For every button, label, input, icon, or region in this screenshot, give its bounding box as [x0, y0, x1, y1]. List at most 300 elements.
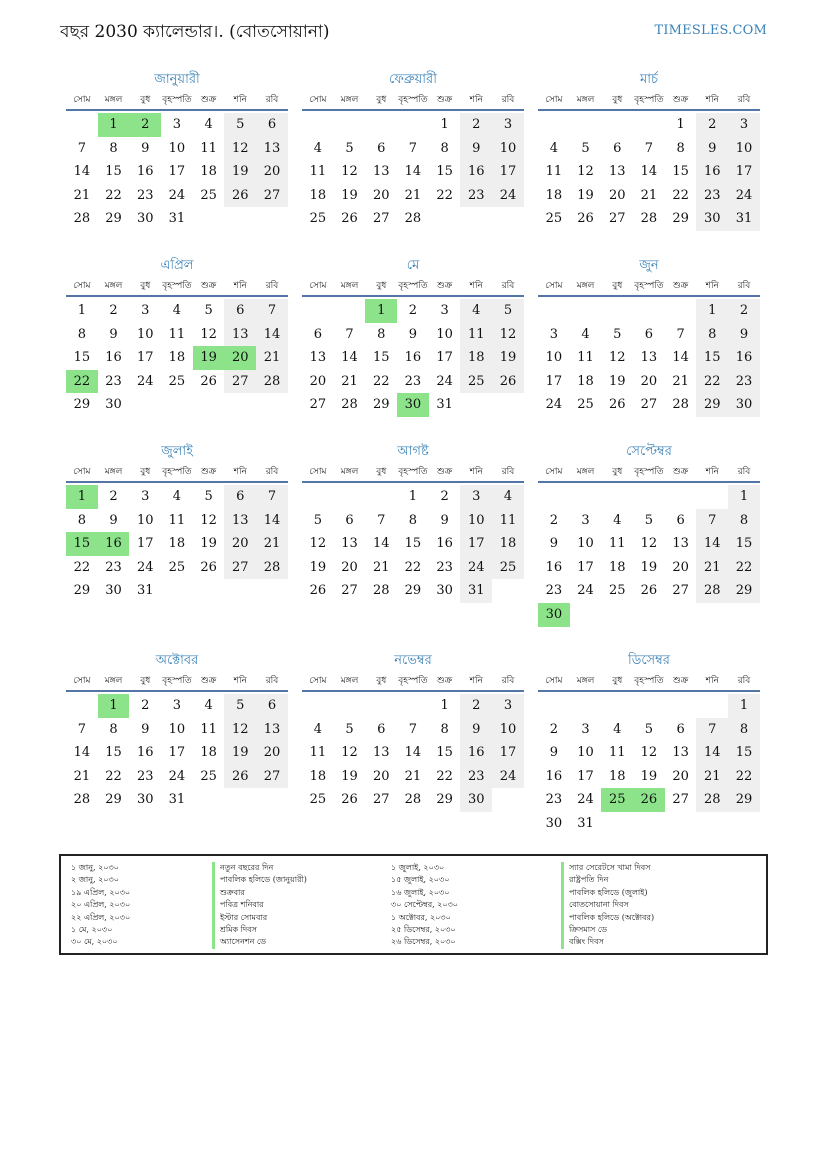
day-cell: 2 — [460, 694, 492, 718]
day-cell: 15 — [66, 532, 98, 556]
day-cell: 28 — [696, 788, 728, 812]
day-cell: 30 — [538, 603, 570, 627]
day-cell: 17 — [492, 741, 524, 765]
day-cell: 26 — [492, 370, 524, 394]
day-cell: 10 — [168, 721, 186, 737]
week-row — [538, 579, 760, 603]
day-cell: 16 — [404, 350, 422, 366]
day-cell: 10 — [436, 326, 453, 342]
weekday-label: শনি — [233, 676, 247, 686]
week-row — [302, 788, 524, 812]
day-cell: 18 — [309, 768, 327, 784]
weekday-label: বুধ — [612, 95, 623, 105]
week-row — [302, 556, 524, 580]
month-grid — [66, 113, 288, 231]
day-cell: 13 — [608, 164, 626, 180]
day-cell: 1 — [696, 299, 728, 323]
week-row — [538, 509, 760, 533]
empty-cell — [696, 694, 728, 718]
legend-date: ১ জানু, ২০৩০ — [71, 863, 119, 872]
day-cell: 26 — [309, 583, 327, 599]
day-cell: 20 — [672, 559, 689, 575]
week-row — [538, 765, 760, 789]
empty-cell — [334, 485, 366, 509]
day-cell: 4 — [172, 303, 182, 318]
day-cell: 15 — [436, 745, 453, 761]
weekday-label: শুক্র — [672, 95, 689, 105]
day-cell: 30 — [136, 792, 154, 808]
day-cell: 2 — [549, 721, 558, 737]
empty-cell — [601, 603, 633, 627]
weekday-label: শনি — [233, 467, 247, 477]
week-row — [302, 741, 524, 765]
day-cell: 16 — [460, 741, 492, 765]
day-cell: 18 — [309, 187, 327, 203]
day-cell: 5 — [204, 303, 213, 318]
day-cell: 19 — [492, 346, 524, 370]
day-cell: 27 — [672, 792, 689, 808]
week-row — [302, 765, 524, 789]
day-cell: 13 — [372, 164, 390, 180]
month-block — [66, 444, 288, 603]
day-cell: 26 — [633, 788, 665, 812]
weekday-label: মঙ্গল — [104, 281, 123, 291]
weekday-label: বুধ — [612, 281, 623, 291]
weekday-label: বুধ — [376, 281, 387, 291]
day-cell: 24 — [136, 559, 154, 575]
day-cell: 6 — [613, 140, 622, 156]
weekday-label: মঙ্গল — [340, 281, 359, 291]
day-cell: 11 — [608, 536, 626, 552]
day-cell: 1 — [365, 299, 397, 323]
day-cell: 3 — [172, 117, 182, 132]
weekday-label: রবি — [501, 467, 515, 477]
day-cell: 14 — [696, 532, 728, 556]
week-row — [302, 532, 524, 556]
day-cell: 1 — [440, 698, 449, 713]
day-cell: 8 — [109, 721, 118, 737]
day-cell: 10 — [168, 140, 186, 156]
weekday-label: রবি — [265, 95, 279, 105]
weekday-header — [538, 280, 760, 297]
day-cell: 3 — [172, 698, 182, 713]
week-row — [302, 160, 524, 184]
day-cell: 7 — [345, 326, 354, 342]
day-cell: 9 — [696, 137, 728, 161]
day-cell: 27 — [256, 184, 288, 208]
day-cell: 28 — [672, 397, 689, 413]
day-cell: 20 — [309, 373, 327, 389]
day-cell: 18 — [200, 745, 217, 761]
day-cell: 5 — [581, 140, 590, 156]
weekday-label: শনি — [705, 676, 719, 686]
month-grid — [66, 485, 288, 603]
month-name: আগষ্ট — [397, 444, 429, 459]
day-cell: 16 — [545, 768, 563, 784]
week-row — [538, 694, 760, 718]
empty-cell — [302, 299, 334, 323]
day-cell: 14 — [404, 164, 422, 180]
day-cell: 19 — [193, 346, 225, 370]
day-cell: 6 — [224, 299, 256, 323]
day-cell: 30 — [136, 211, 154, 227]
day-cell: 17 — [168, 164, 186, 180]
holiday-legend — [59, 854, 768, 955]
week-row — [66, 694, 288, 718]
day-cell: 19 — [224, 160, 256, 184]
day-cell: 3 — [492, 113, 524, 137]
day-cell: 17 — [545, 373, 563, 389]
day-cell: 7 — [696, 509, 728, 533]
month-block — [302, 72, 524, 231]
day-cell: 23 — [136, 187, 154, 203]
weekday-label: বৃহস্পতি — [634, 467, 664, 477]
weekday-label: বৃহস্পতি — [634, 95, 664, 105]
legend-date: ২৫ ডিসেম্বর, ২০৩০ — [391, 924, 456, 934]
weekday-header — [66, 675, 288, 692]
day-cell: 5 — [224, 694, 256, 718]
day-cell: 11 — [200, 140, 217, 156]
day-cell: 29 — [728, 788, 760, 812]
weekday-label: বৃহস্পতি — [162, 281, 192, 291]
day-cell: 16 — [136, 164, 154, 180]
day-cell: 11 — [460, 323, 492, 347]
weekday-label: বুধ — [140, 676, 151, 686]
week-row — [66, 370, 288, 394]
day-cell: 25 — [601, 788, 633, 812]
week-row — [66, 323, 288, 347]
day-cell: 16 — [728, 346, 760, 370]
weekday-label: রবি — [501, 281, 515, 291]
day-cell: 17 — [577, 559, 594, 575]
day-cell: 1 — [728, 485, 760, 509]
weekday-label: শনি — [705, 95, 719, 105]
week-row — [66, 579, 288, 603]
weekday-label: রবি — [501, 95, 515, 105]
day-cell: 17 — [492, 160, 524, 184]
day-cell: 3 — [581, 721, 590, 737]
month-name: জুন — [639, 258, 659, 273]
weekday-header — [538, 94, 760, 111]
empty-cell — [365, 113, 397, 137]
weekday-label: শনি — [469, 281, 483, 291]
day-cell: 15 — [404, 536, 422, 552]
day-cell: 28 — [73, 211, 91, 227]
day-cell: 20 — [640, 373, 658, 389]
day-cell: 3 — [581, 512, 590, 528]
day-cell: 27 — [224, 556, 256, 580]
day-cell: 6 — [676, 512, 685, 528]
day-cell: 18 — [200, 164, 217, 180]
day-cell: 4 — [204, 698, 213, 713]
week-row — [538, 741, 760, 765]
day-cell: 16 — [105, 350, 122, 366]
day-cell: 25 — [200, 768, 217, 784]
empty-cell — [696, 812, 728, 836]
weekday-label: সোম — [545, 281, 563, 291]
day-cell: 28 — [372, 583, 390, 599]
day-cell: 4 — [313, 140, 322, 156]
weekday-label: সোম — [73, 281, 91, 291]
day-cell: 3 — [728, 113, 760, 137]
week-row — [66, 346, 288, 370]
day-cell: 8 — [728, 509, 760, 533]
legend-date: ১৬ জুলাই, ২০৩০ — [391, 887, 450, 897]
day-cell: 8 — [728, 718, 760, 742]
day-cell: 2 — [728, 299, 760, 323]
empty-cell — [334, 694, 366, 718]
week-row — [302, 370, 524, 394]
day-cell: 15 — [728, 532, 760, 556]
legend-date: ১৯ এপ্রিল, ২০৩০ — [71, 887, 131, 897]
legend-holiday-name: ইস্টার সোমবার — [212, 912, 307, 924]
weekday-label: বৃহস্পতি — [634, 281, 664, 291]
day-cell: 6 — [377, 140, 386, 156]
legend-date: ৩০ মে, ২০৩০ — [71, 937, 118, 947]
month-grid — [538, 694, 760, 836]
day-cell: 23 — [696, 184, 728, 208]
week-row — [302, 113, 524, 137]
week-row — [302, 509, 524, 533]
empty-cell — [256, 393, 288, 417]
day-cell: 16 — [696, 160, 728, 184]
day-cell: 20 — [256, 160, 288, 184]
day-cell: 17 — [168, 745, 186, 761]
day-cell: 24 — [728, 184, 760, 208]
day-cell: 7 — [696, 718, 728, 742]
legend-holiday-name: পবিত্র শনিবার — [212, 899, 307, 911]
day-cell: 4 — [313, 721, 322, 737]
weekday-label: মঙ্গল — [340, 467, 359, 477]
empty-cell — [728, 812, 760, 836]
empty-cell — [570, 485, 602, 509]
day-cell: 24 — [492, 184, 524, 208]
day-cell: 2 — [549, 512, 558, 528]
day-cell: 28 — [73, 792, 91, 808]
empty-cell — [492, 393, 524, 417]
legend-date: ১ অক্টোবর, ২০৩০ — [391, 912, 451, 922]
weekday-label: শনি — [705, 281, 719, 291]
day-cell: 25 — [309, 792, 327, 808]
empty-cell — [665, 485, 697, 509]
month-block — [538, 72, 760, 231]
day-cell: 27 — [608, 211, 626, 227]
day-cell: 25 — [200, 187, 217, 203]
day-cell: 7 — [77, 140, 86, 156]
empty-cell — [601, 812, 633, 836]
day-cell: 2 — [460, 113, 492, 137]
day-cell: 6 — [644, 326, 654, 342]
legend-names-column-1 — [212, 862, 307, 949]
weekday-label: শুক্র — [200, 281, 217, 291]
day-cell: 14 — [696, 741, 728, 765]
day-cell: 26 — [200, 373, 217, 389]
month-name: জানুয়ারী — [154, 72, 200, 87]
day-cell: 9 — [549, 536, 558, 552]
empty-cell — [633, 113, 665, 137]
weekday-label: রবি — [265, 467, 279, 477]
day-cell: 16 — [98, 532, 130, 556]
day-cell: 14 — [73, 164, 91, 180]
day-cell: 6 — [256, 694, 288, 718]
day-cell: 15 — [73, 350, 91, 366]
weekday-label: বৃহস্পতি — [398, 281, 428, 291]
week-row — [538, 718, 760, 742]
weekday-label: বুধ — [612, 467, 623, 477]
weekday-label: শনি — [469, 467, 483, 477]
day-cell: 19 — [309, 559, 327, 575]
month-name: ডিসেম্বর — [628, 653, 670, 668]
empty-cell — [665, 299, 697, 323]
empty-cell — [570, 113, 602, 137]
day-cell: 23 — [105, 559, 122, 575]
empty-cell — [570, 299, 602, 323]
week-row — [302, 184, 524, 208]
day-cell: 7 — [256, 299, 288, 323]
weekday-label: বৃহস্পতি — [162, 467, 192, 477]
day-cell: 17 — [136, 350, 154, 366]
empty-cell — [492, 579, 524, 603]
day-cell: 17 — [460, 532, 492, 556]
day-cell: 9 — [728, 323, 760, 347]
day-cell: 14 — [372, 536, 390, 552]
day-cell: 12 — [608, 350, 626, 366]
week-row — [302, 137, 524, 161]
day-cell: 1 — [98, 113, 130, 137]
day-cell: 22 — [73, 559, 91, 575]
day-cell: 26 — [608, 397, 626, 413]
month-name: অক্টোবর — [155, 653, 199, 668]
empty-cell — [256, 788, 288, 812]
day-cell: 22 — [404, 559, 422, 575]
legend-date: ২২ এপ্রিল, ২০৩০ — [71, 912, 131, 922]
site-link[interactable]: TIMESLES.COM — [654, 23, 767, 38]
month-name: মার্চ — [639, 72, 658, 87]
day-cell: 14 — [256, 509, 288, 533]
day-cell: 14 — [640, 164, 658, 180]
empty-cell — [601, 299, 633, 323]
weekday-label: রবি — [265, 281, 279, 291]
day-cell: 16 — [136, 745, 154, 761]
day-cell: 8 — [676, 140, 685, 156]
day-cell: 8 — [77, 512, 86, 528]
legend-holiday-name: শুক্রবার — [212, 887, 307, 899]
empty-cell — [334, 113, 366, 137]
page-title: বছর 2030 ক্যালেন্ডার।. (বোতসোয়ানা) — [60, 22, 330, 42]
day-cell: 5 — [644, 721, 654, 737]
day-cell: 11 — [309, 164, 327, 180]
day-cell: 26 — [200, 559, 217, 575]
empty-cell — [633, 485, 665, 509]
day-cell: 1 — [440, 117, 449, 132]
legend-dates-column-2 — [391, 862, 458, 949]
week-row — [66, 207, 288, 231]
legend-holiday-name: পাবলিক হলিডে (অক্টোবর) — [561, 912, 654, 924]
weekday-header — [302, 466, 524, 483]
day-cell: 29 — [73, 397, 91, 413]
day-cell: 13 — [640, 350, 658, 366]
day-cell: 12 — [577, 164, 594, 180]
day-cell: 13 — [672, 745, 689, 761]
day-cell: 30 — [545, 815, 563, 831]
weekday-label: শুক্র — [200, 676, 217, 686]
week-row — [538, 556, 760, 580]
weekday-label: শনি — [233, 281, 247, 291]
empty-cell — [633, 694, 665, 718]
day-cell: 15 — [728, 741, 760, 765]
day-cell: 4 — [581, 326, 590, 342]
day-cell: 9 — [440, 512, 449, 528]
week-row — [66, 718, 288, 742]
day-cell: 1 — [408, 489, 418, 504]
day-cell: 2 — [696, 113, 728, 137]
month-name: ফেব্রুয়ারী — [389, 72, 437, 87]
day-cell: 30 — [728, 393, 760, 417]
empty-cell — [334, 299, 366, 323]
day-cell: 26 — [224, 765, 256, 789]
day-cell: 29 — [372, 397, 390, 413]
legend-holiday-name: ক্রিসমাস ডে — [561, 924, 654, 936]
month-block — [66, 653, 288, 812]
day-cell: 22 — [105, 768, 122, 784]
weekday-label: মঙ্গল — [104, 95, 123, 105]
day-cell: 21 — [341, 373, 358, 389]
day-cell: 13 — [309, 350, 327, 366]
week-row — [66, 509, 288, 533]
week-row — [66, 393, 288, 417]
day-cell: 21 — [73, 768, 91, 784]
day-cell: 31 — [168, 792, 186, 808]
weekday-label: শুক্র — [436, 95, 453, 105]
day-cell: 1 — [66, 485, 98, 509]
day-cell: 27 — [256, 765, 288, 789]
day-cell: 20 — [372, 768, 390, 784]
day-cell: 25 — [460, 370, 492, 394]
week-row — [66, 556, 288, 580]
day-cell: 18 — [168, 350, 186, 366]
day-cell: 8 — [440, 140, 449, 156]
day-cell: 26 — [577, 211, 594, 227]
day-cell: 18 — [608, 559, 626, 575]
empty-cell — [728, 603, 760, 627]
empty-cell — [665, 603, 697, 627]
day-cell: 3 — [492, 694, 524, 718]
empty-cell — [538, 299, 570, 323]
day-cell: 20 — [256, 741, 288, 765]
day-cell: 18 — [577, 373, 594, 389]
empty-cell — [570, 694, 602, 718]
day-cell: 24 — [577, 792, 594, 808]
legend-holiday-name: বোতসোয়ানা দিবস — [561, 899, 654, 911]
day-cell: 29 — [105, 792, 122, 808]
empty-cell — [161, 393, 193, 417]
day-cell: 20 — [224, 346, 256, 370]
week-row — [302, 299, 524, 323]
day-cell: 28 — [404, 211, 422, 227]
month-block — [538, 653, 760, 836]
day-cell: 2 — [440, 489, 449, 504]
day-cell: 23 — [460, 765, 492, 789]
month-grid — [302, 694, 524, 812]
weekday-label: মঙ্গল — [104, 467, 123, 477]
weekday-label: শুক্র — [436, 281, 453, 291]
week-row — [66, 485, 288, 509]
day-cell: 25 — [608, 583, 626, 599]
day-cell: 10 — [728, 137, 760, 161]
legend-date: ২ জানু, ২০৩০ — [71, 875, 119, 885]
empty-cell — [429, 207, 461, 231]
day-cell: 12 — [200, 326, 217, 342]
